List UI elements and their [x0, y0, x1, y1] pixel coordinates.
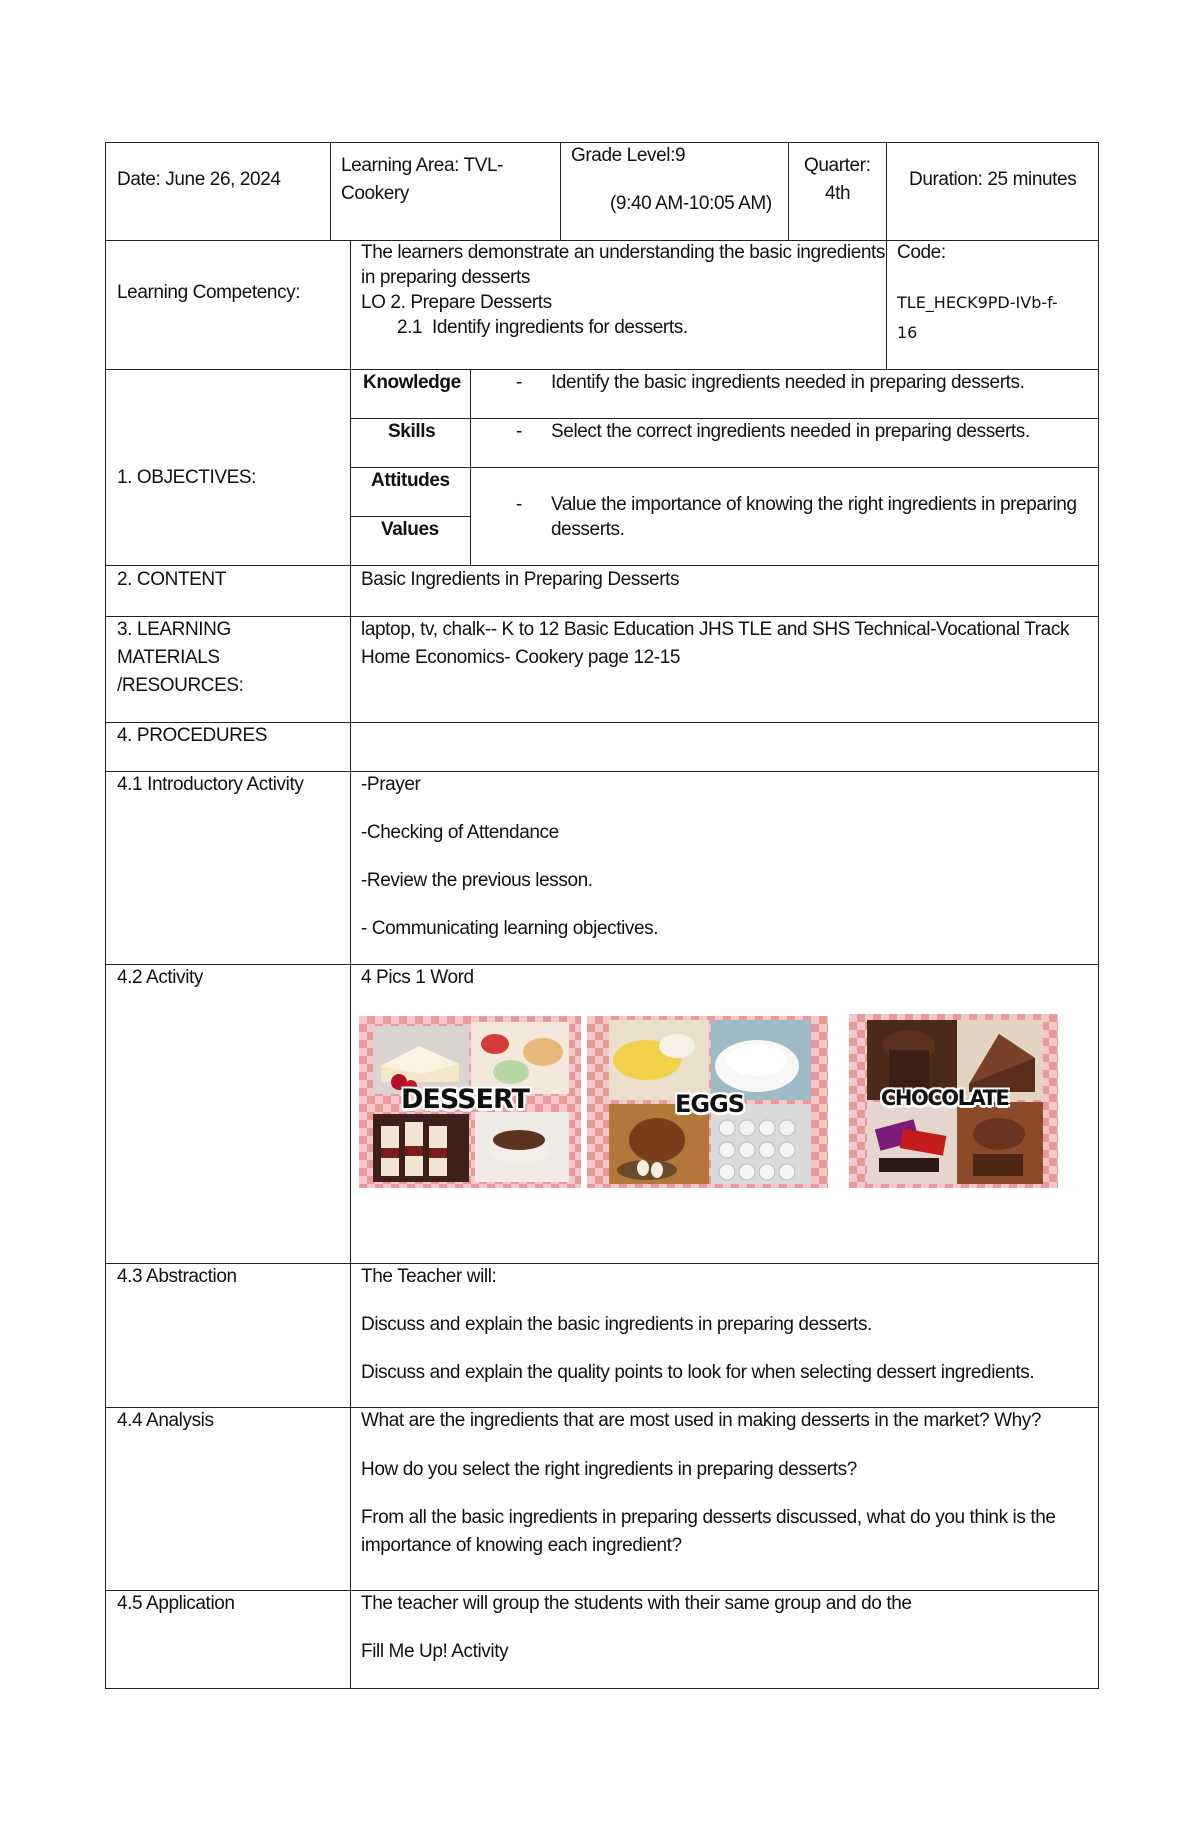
- row-divider: [105, 964, 1099, 965]
- analysis-question: What are the ingredients that are most used in making desserts in the market? Why?: [361, 1410, 1042, 1431]
- learning-outcome: LO 2. Prepare Desserts: [361, 292, 552, 313]
- attitudes-values-text: desserts.: [551, 519, 625, 540]
- header-divider: [886, 142, 887, 240]
- analysis-question: How do you select the right ingredients in preparing desserts?: [361, 1459, 857, 1480]
- bullet-dash: -: [516, 372, 522, 393]
- table-border-right: [1098, 142, 1099, 1689]
- column-divider: [350, 240, 351, 1689]
- application-text: The teacher will group the students with their same group and do the: [361, 1593, 912, 1614]
- chocolate-picture: [849, 1014, 1058, 1188]
- header-divider: [330, 142, 331, 240]
- values-label: Values: [381, 519, 439, 540]
- procedures-label: 4. PROCEDURES: [117, 725, 268, 746]
- abstraction-item: The Teacher will:: [361, 1266, 497, 1287]
- duration: Duration: 25 minutes: [909, 169, 1077, 190]
- bullet-dash: -: [516, 494, 522, 515]
- attitudes-label: Attitudes: [371, 470, 450, 491]
- dessert-picture: [359, 1016, 581, 1188]
- eggs-caption: EGGS: [675, 1090, 745, 1118]
- analysis-question-cont: importance of knowing each ingredient?: [361, 1535, 682, 1556]
- abstraction-item: Discuss and explain the quality points to look for when selecting dessert ingredients.: [361, 1362, 1035, 1383]
- grade-level: Grade Level:9: [571, 145, 686, 166]
- introductory-item: -Prayer: [361, 774, 421, 795]
- content-label: 2. CONTENT: [117, 569, 226, 590]
- class-time: (9:40 AM-10:05 AM): [610, 193, 772, 214]
- quarter-label: Quarter:: [804, 155, 871, 176]
- competency-text: in preparing desserts: [361, 267, 531, 288]
- sub-outcome-text: Identify ingredients for desserts.: [432, 317, 688, 338]
- sub-outcome-number: 2.1: [397, 317, 423, 338]
- objectives-label-divider: [470, 369, 471, 565]
- attitudes-values-text: Value the importance of knowing the right ingredients in preparing: [551, 494, 1077, 515]
- code-label: Code:: [897, 242, 946, 263]
- analysis-label: 4.4 Analysis: [117, 1410, 214, 1431]
- objectives-label: 1. OBJECTIVES:: [117, 467, 257, 488]
- introductory-item: - Communicating learning objectives.: [361, 918, 659, 939]
- knowledge-text: Identify the basic ingredients needed in preparing desserts.: [551, 372, 1025, 393]
- quarter-value: 4th: [825, 183, 851, 204]
- table-border-left: [105, 142, 106, 1689]
- eggs-picture: [587, 1016, 828, 1188]
- date: Date: June 26, 2024: [117, 169, 281, 190]
- materials-label: 3. LEARNING: [117, 619, 231, 640]
- skills-label: Skills: [388, 421, 436, 442]
- row-divider: [105, 1263, 1099, 1264]
- dessert-caption: DESSERT: [401, 1084, 529, 1115]
- skills-text: Select the correct ingredients needed in preparing desserts.: [551, 421, 1030, 442]
- analysis-question: From all the basic ingredients in preparing desserts discussed, what do you think is the: [361, 1507, 1056, 1528]
- materials-text: laptop, tv, chalk-- K to 12 Basic Education JHS TLE and SHS Technical-Vocational Track: [361, 619, 1070, 640]
- code-value-cont: 16: [897, 323, 918, 342]
- activity-label: 4.2 Activity: [117, 967, 204, 988]
- application-label: 4.5 Application: [117, 1593, 235, 1614]
- introductory-label: 4.1 Introductory Activity: [117, 774, 304, 795]
- application-text: Fill Me Up! Activity: [361, 1641, 509, 1662]
- code-value: TLE_HECK9PD-IVb-f-: [897, 293, 1058, 312]
- bullet-dash: -: [516, 421, 522, 442]
- objectives-divider: [350, 467, 1099, 468]
- introductory-item: -Review the previous lesson.: [361, 870, 593, 891]
- materials-label: /RESOURCES:: [117, 675, 244, 696]
- competency-text: The learners demonstrate an understanding the basic ingredients: [361, 242, 886, 263]
- header-divider: [560, 142, 561, 240]
- code-divider: [886, 240, 887, 369]
- content-text: Basic Ingredients in Preparing Desserts: [361, 569, 680, 590]
- table-border-bottom: [105, 1688, 1099, 1689]
- abstraction-label: 4.3 Abstraction: [117, 1266, 237, 1287]
- chocolate-caption: CHOCOLATE: [881, 1086, 1009, 1110]
- header-divider: [788, 142, 789, 240]
- materials-text: Home Economics- Cookery page 12-15: [361, 647, 681, 668]
- learning-area: Learning Area: TVL-: [341, 155, 504, 176]
- abstraction-item: Discuss and explain the basic ingredients in preparing desserts.: [361, 1314, 872, 1335]
- knowledge-label: Knowledge: [363, 372, 461, 393]
- row-divider: [105, 565, 1099, 566]
- activity-title: 4 Pics 1 Word: [361, 967, 474, 988]
- competency-label: Learning Competency:: [117, 282, 301, 303]
- introductory-item: -Checking of Attendance: [361, 822, 559, 843]
- materials-label: MATERIALS: [117, 647, 220, 668]
- learning-area-cont: Cookery: [341, 183, 409, 204]
